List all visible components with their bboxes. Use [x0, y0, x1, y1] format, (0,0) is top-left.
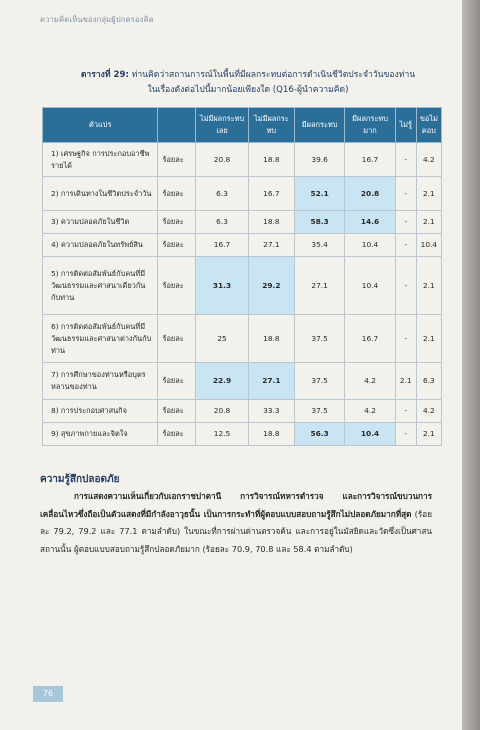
cell-value: 2.1 — [395, 363, 416, 400]
cell-value-highlight: 56.3 — [294, 423, 344, 446]
row-variable: 2) การเดินทางในชีวิตประจำวัน — [43, 177, 158, 211]
cell-value: - — [395, 234, 416, 257]
row-unit: ร้อยละ — [158, 257, 196, 315]
paragraph-text: (ร้อยละ 79.2, 79.2 และ 77.1 ตามลำดับ) ในขณะที่การผ่านด่านตรวจค้น และการอยู่ในมัสยิดและวัดซึ่งเป็นศาสนสถานนั้น ผู้ตอบแบบสอบถามรู้สึกปลอดภัยมาก (ร้อยละ 70.9, 70.8 และ 58.4 ตามลำดับ) — [40, 508, 432, 554]
cell-value: 20.8 — [196, 143, 248, 177]
cell-value: 27.1 — [248, 234, 294, 257]
cell-value: 18.8 — [248, 211, 294, 234]
header-impact: มีผลกระทบ — [294, 108, 344, 143]
caption-line1: ท่านคิดว่าสถานการณ์ในพื้นที่มีผลกระทบต่อการดำเนินชีวิตประจำวันของท่าน — [131, 70, 416, 80]
caption-label: ตารางที่ 29: — [80, 70, 129, 80]
cell-value-highlight: 10.4 — [345, 423, 395, 446]
cell-value: 4.2 — [416, 400, 441, 423]
table-row — [43, 143, 442, 177]
cell-value: 33.3 — [248, 400, 294, 423]
table-row — [43, 400, 442, 423]
cell-value: - — [395, 143, 416, 177]
header-no-answer: ขอไม่ตอบ — [416, 108, 441, 143]
cell-value: - — [395, 315, 416, 363]
header-dont-know: ไม่รู้ — [395, 108, 416, 143]
row-variable: 4) ความปลอดภัยในทรัพย์สิน — [43, 234, 158, 257]
cell-value: 18.8 — [248, 423, 294, 446]
page-edge-shadow — [462, 0, 480, 730]
cell-value: 2.1 — [416, 257, 441, 315]
cell-value: - — [395, 400, 416, 423]
table-row — [43, 177, 442, 211]
cell-value: 10.4 — [345, 234, 395, 257]
row-unit: ร้อยละ — [158, 211, 196, 234]
row-unit: ร้อยละ — [158, 363, 196, 400]
table-header-row — [43, 108, 442, 143]
cell-value: 6.3 — [416, 363, 441, 400]
cell-value: 10.4 — [345, 257, 395, 315]
cell-value: 16.7 — [345, 143, 395, 177]
header-no-impact-at-all: ไม่มีผลกระทบเลย — [196, 108, 248, 143]
row-unit: ร้อยละ — [158, 423, 196, 446]
table-row — [43, 257, 442, 315]
cell-value: 2.1 — [416, 211, 441, 234]
row-variable: 5) การติดต่อสัมพันธ์กับคนที่มีวัฒนธรรมและศาสนาเดียวกันกับท่าน — [43, 257, 158, 315]
cell-value: 6.3 — [196, 177, 248, 211]
cell-value: 16.7 — [345, 315, 395, 363]
row-variable: 3) ความปลอดภัยในชีวิต — [43, 211, 158, 234]
cell-value-highlight: 31.3 — [196, 257, 248, 315]
body-paragraph — [40, 488, 432, 558]
cell-value: 37.5 — [294, 400, 344, 423]
header-no-impact: ไม่มีผลกระทบ — [248, 108, 294, 143]
row-unit: ร้อยละ — [158, 234, 196, 257]
cell-value-highlight: 52.1 — [294, 177, 344, 211]
table-row — [43, 423, 442, 446]
cell-value-highlight: 14.6 — [345, 211, 395, 234]
cell-value: 18.8 — [248, 143, 294, 177]
row-variable: 1) เศรษฐกิจ การประกอบอาชีพ รายได้ — [43, 143, 158, 177]
row-unit: ร้อยละ — [158, 400, 196, 423]
cell-value: 2.1 — [416, 315, 441, 363]
cell-value: 4.2 — [345, 400, 395, 423]
cell-value: 18.8 — [248, 315, 294, 363]
cell-value: 2.1 — [416, 423, 441, 446]
cell-value: 35.4 — [294, 234, 344, 257]
table-row — [43, 315, 442, 363]
section-title: ความรู้สึกปลอดภัย — [40, 474, 120, 485]
cell-value: 10.4 — [416, 234, 441, 257]
cell-value: 27.1 — [294, 257, 344, 315]
row-variable: 8) การประกอบศาสนกิจ — [43, 400, 158, 423]
cell-value: 2.1 — [416, 177, 441, 211]
row-variable: 7) การศึกษาของท่านหรือบุตรหลานของท่าน — [43, 363, 158, 400]
paragraph-bold-text: การแสดงความเห็นเกี่ยวกับเอกราชปาตานี การวิจารณ์ทหารตำรวจ และการวิจารณ์ขบวนการเคลื่อนไหวซึ่งถือเป็นตัวแสดงที่มีกำลังอาวุธนั้น เป็นการกระทำที่ผู้ตอบแบบสอบถามรู้สึกไม่ปลอดภัยมากที่สุด — [40, 491, 432, 519]
data-table — [42, 107, 442, 446]
cell-value: 12.5 — [196, 423, 248, 446]
row-unit: ร้อยละ — [158, 143, 196, 177]
row-variable: 6) การติดต่อสัมพันธ์กับคนที่มีวัฒนธรรมและศาสนาต่างกันกับท่าน — [43, 315, 158, 363]
cell-value-highlight: 27.1 — [248, 363, 294, 400]
cell-value: 25 — [196, 315, 248, 363]
page-number: 76 — [33, 686, 63, 702]
header-high-impact: มีผลกระทบมาก — [345, 108, 395, 143]
table-row — [43, 234, 442, 257]
cell-value: 37.5 — [294, 363, 344, 400]
cell-value: 39.6 — [294, 143, 344, 177]
header-variable: ตัวแปร — [43, 108, 158, 143]
cell-value: 4.2 — [416, 143, 441, 177]
table-caption — [68, 68, 428, 98]
cell-value-highlight: 58.3 — [294, 211, 344, 234]
cell-value: 20.8 — [196, 400, 248, 423]
caption-line2: ในเรื่องดังต่อไปนี้มากน้อยเพียงใด (Q16-ผู้นำความคิด) — [147, 85, 349, 95]
cell-value: - — [395, 211, 416, 234]
row-unit: ร้อยละ — [158, 177, 196, 211]
cell-value: 16.7 — [196, 234, 248, 257]
cell-value-highlight: 20.8 — [345, 177, 395, 211]
header-unit — [158, 108, 196, 143]
cell-value: 37.5 — [294, 315, 344, 363]
cell-value: - — [395, 177, 416, 211]
cell-value: - — [395, 257, 416, 315]
table-row — [43, 363, 442, 400]
row-variable: 9) สุขภาพกายและจิตใจ — [43, 423, 158, 446]
table-row — [43, 211, 442, 234]
cell-value: 16.7 — [248, 177, 294, 211]
cell-value: 6.3 — [196, 211, 248, 234]
row-unit: ร้อยละ — [158, 315, 196, 363]
cell-value: 4.2 — [345, 363, 395, 400]
cell-value: - — [395, 423, 416, 446]
running-head: ความคิดเห็นของกลุ่มผู้ปกครองคิด — [40, 15, 154, 24]
cell-value-highlight: 29.2 — [248, 257, 294, 315]
cell-value-highlight: 22.9 — [196, 363, 248, 400]
